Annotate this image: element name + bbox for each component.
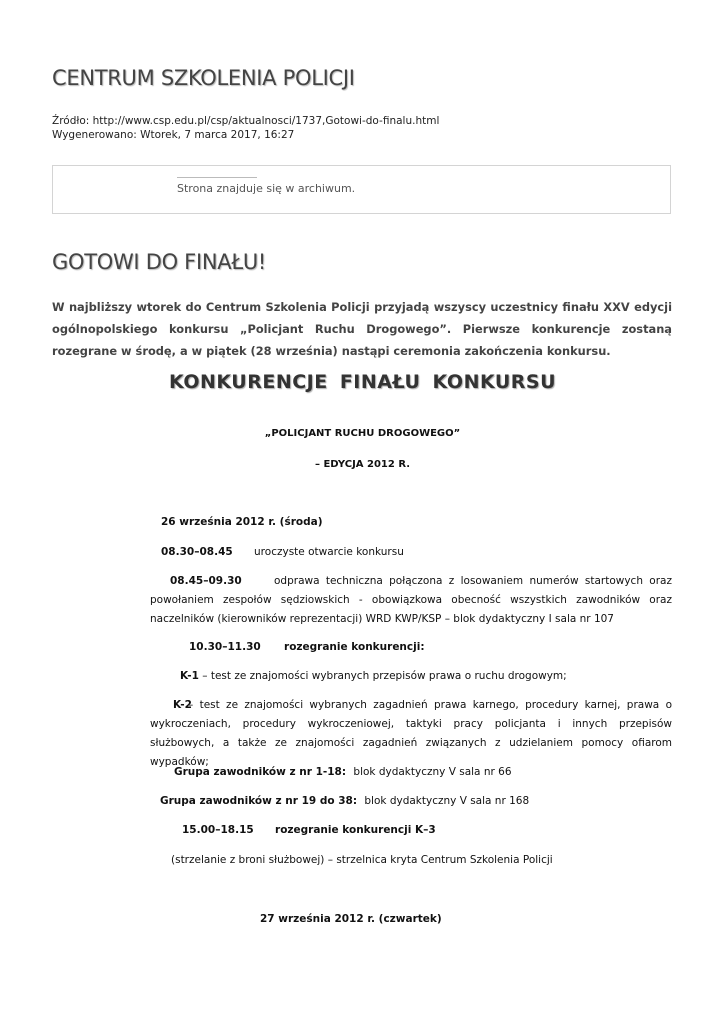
group2-row: [160, 795, 529, 807]
opening-row: [161, 546, 404, 558]
group1-room: blok dydaktyczny V sala nr 66: [353, 766, 512, 778]
opening-desc: uroczyste otwarcie konkursu: [254, 546, 404, 558]
group2-label: Grupa zawodników z nr 19 do 38:: [160, 795, 358, 807]
group1-row: [174, 766, 512, 778]
source-url[interactable]: Źródło: http://www.csp.edu.pl/csp/aktualnosci/1737,Gotowi-do-finalu.html: [52, 115, 440, 127]
site-title: CENTRUM SZKOLENIA POLICJI: [52, 66, 355, 90]
k1-row: [180, 670, 567, 682]
k2-desc: – test ze znajomości wybranych zagadnień prawa karnego, procedury karnej, prawa o wykroczeniach, procedury wykroczeniowej, taktyki pracy policjanta i innych przepisów służbowych, a także ze znajomości zagadnień związanych z udzielaniem pomocy ofiarom wypadków;: [150, 699, 672, 768]
article-title: GOTOWI DO FINAŁU!: [52, 250, 267, 274]
opening-time: 08.30–08.45: [161, 546, 233, 558]
document-meta: [52, 114, 439, 142]
k1-desc: – test ze znajomości wybranych przepisów prawa o ruchu drogowym;: [202, 670, 567, 682]
briefing-time: 08.45–09.30: [170, 575, 242, 587]
contest-name: „POLICJANT RUCHU DROGOWEGO”: [264, 428, 461, 439]
k2-code: K-2: [173, 699, 192, 711]
archive-divider: [177, 177, 257, 178]
briefing-desc: odprawa techniczna połączona z losowaniem numerów startowych oraz powołaniem zespołów sędziowskich - obowiązkowa obecność wszystkich zawodników oraz naczelników (kierowników reprezentacji) WRD KWP/KSP – blok dydaktyczny I sala nr 107: [150, 575, 672, 625]
competition-time: 10.30–11.30: [189, 641, 261, 653]
archive-notice-box: [52, 165, 671, 214]
archive-notice: Strona znajduje się w archiwum.: [177, 182, 356, 195]
article-lead: W najbliższy wtorek do Centrum Szkolenia Policji przyjadą wszyscy uczestnicy finału XXV edycji ogólnopolskiego konkursu „Policjant Ruchu Drogowego”. Pierwsze konkurencje zostaną rozegrane w środę, a w piątek (28 września) nastąpi ceremonia zakończenia konkursu.: [52, 300, 672, 358]
competition-row: [189, 641, 425, 653]
generated-date: Wygenerowano: Wtorek, 7 marca 2017, 16:27: [52, 129, 295, 141]
group2-room: blok dydaktyczny V sala nr 168: [364, 795, 530, 807]
contest-edition: – EDYCJA 2012 R.: [314, 459, 411, 470]
competition-label: rozegranie konkurencji:: [284, 641, 425, 653]
k3-desc: (strzelanie z broni służbowej) – strzelnica kryta Centrum Szkolenia Policji: [171, 854, 553, 866]
section-title: KONKURENCJE FINAŁU KONKURSU: [168, 371, 557, 393]
group1-label: Grupa zawodników z nr 1-18:: [174, 766, 347, 778]
day1-heading: 26 września 2012 r. (środa): [161, 516, 323, 528]
k3-label: rozegranie konkurencji K–3: [275, 824, 436, 836]
k3-row: [182, 824, 436, 836]
day2-heading: 27 września 2012 r. (czwartek): [260, 913, 442, 925]
k3-time: 15.00–18.15: [182, 824, 254, 836]
k1-code: K-1: [180, 670, 199, 682]
